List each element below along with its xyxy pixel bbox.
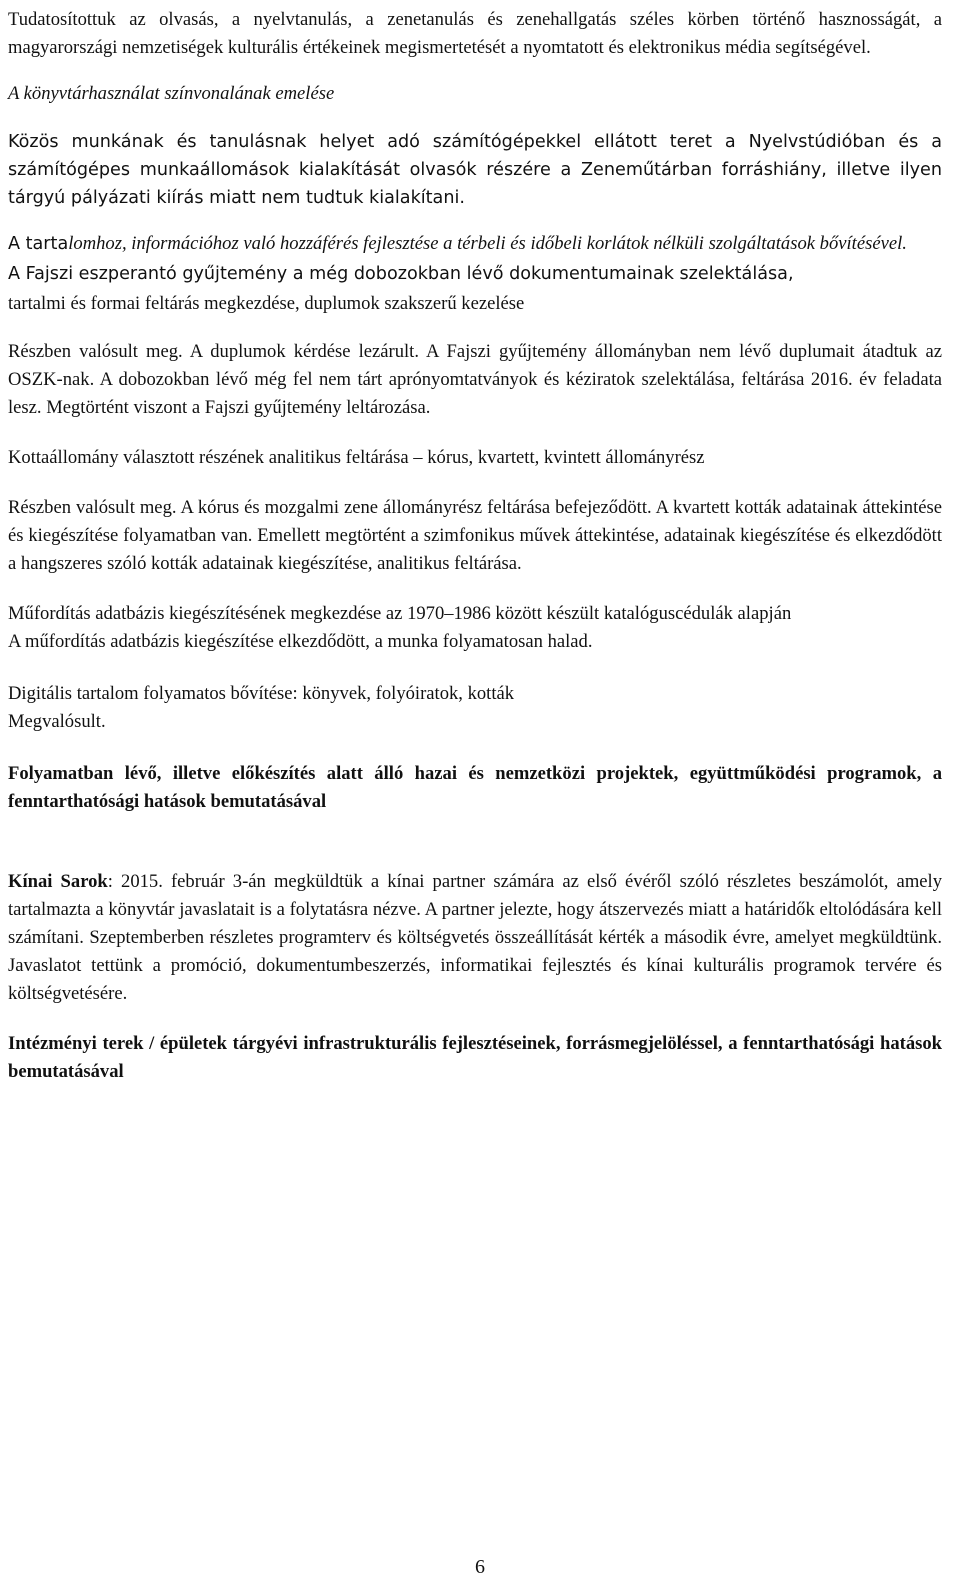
paragraph-fajszi-status: Részben valósult meg. A duplumok kérdése lezárult. A Fajszi gyűjtemény állományban nem lévő duplumait átadtuk az OSZK-nak. A dobozokban lévő még fel nem tárt aprónyomtatványok és kéziratok szelektálása, feltárása 2016. év feladata lesz. Megtörtént viszont a Fajszi gyűjtemény leltározása. [8, 341, 942, 418]
paragraph-sheet-music-status: Részben valósult meg. A kórus és mozgalmi zene állományrész feltárása befejeződött. A kvartett kották adatainak áttekintése és kiegészítése folyamatban van. Emellett megtörtént a szimfonikus művek áttekintése, adatainak kiegészítése és elkezdődött a hangszeres szóló kották adatainak kiegészítése, analitikus feltárása. [8, 497, 942, 574]
heading-content-access-plain: A tarta [8, 234, 69, 254]
paragraph-language-studio: Közös munkának és tanulásnak helyet adó számítógépekkel ellátott teret a Nyelvstúdióban és a számítógépes munkaállomások kialakítását olvasók részére a Zeneműtárban forráshiány, illetve ilyen tárgyú pályázati kiírás miatt nem tudtuk kialakítani. [8, 132, 942, 208]
paragraph-digital-status: Megvalósult. [8, 711, 106, 732]
heading-content-access [8, 230, 942, 258]
heading-digital-content: Digitális tartalom folyamatos bővítése: könyvek, folyóiratok, kották [8, 683, 515, 704]
heading-library-use: A könyvtárhasználat színvonalának emelése [8, 83, 335, 104]
chinese-corner-label: Kínai Sarok [8, 871, 108, 892]
heading-translation-database: Műfordítás adatbázis kiegészítésének megkezdése az 1970–1986 között készült katalóguscédulák alapján [8, 603, 792, 624]
page-number: 6 [475, 1556, 485, 1578]
heading-fajszi-collection-line2: tartalmi és formai feltárás megkezdése, duplumok szakszerű kezelése [8, 293, 525, 314]
heading-sheet-music: Kottaállomány választott részének analitikus feltárása – kórus, kvartett, kvintett állományrész [8, 447, 705, 468]
heading-projects: Folyamatban lévő, illetve előkészítés alatt álló hazai és nemzetközi projektek, együttműködési programok, a fenntarthatósági hatások bemutatásával [8, 763, 942, 812]
heading-content-access-italic: lomhoz, információhoz való hozzáférés fejlesztése a térbeli és időbeli korlátok nélküli szolgáltatások bővítésével. [68, 233, 907, 254]
chinese-corner-text: : 2015. február 3-án megküldtük a kínai partner számára az első évéről szóló részletes beszámolót, amely tartalmazta a könyvtár javaslatait is a folytatásra nézve. A partner jelezte, hogy átszervezés miatt a határidők eltolódására kell számítani. Szeptemberben részletes programterv és költségvetés összeállítását kérték a második évre, amelyet megküldtünk. Javaslatot tettünk a promóció, dokumentumbeszerzés, informatikai fejlesztés és kínai kulturális programok tervére és költségvetésére. [8, 871, 942, 1004]
heading-infrastructure: Intézményi terek / épületek tárgyévi infrastrukturális fejlesztéseinek, forrásmegjelöléssel, a fenntarthatósági hatások bemutatásával [8, 1033, 942, 1082]
heading-fajszi-collection: A Fajszi eszperantó gyűjtemény a még dobozokban lévő dokumentumainak szelektálása, [8, 264, 794, 284]
paragraph-media-awareness: Tudatosítottuk az olvasás, a nyelvtanulás, a zenetanulás és zenehallgatás széles körben történő hasznosságát, a magyarországi nemzetiségek kulturális értékeinek megismertetését a nyomtatott és elektronikus média segítségével. [8, 9, 942, 58]
document-page [8, 6, 942, 1086]
paragraph-translation-status: A műfordítás adatbázis kiegészítése elkezdődött, a munka folyamatosan halad. [8, 631, 593, 652]
paragraph-chinese-corner [8, 868, 942, 1008]
